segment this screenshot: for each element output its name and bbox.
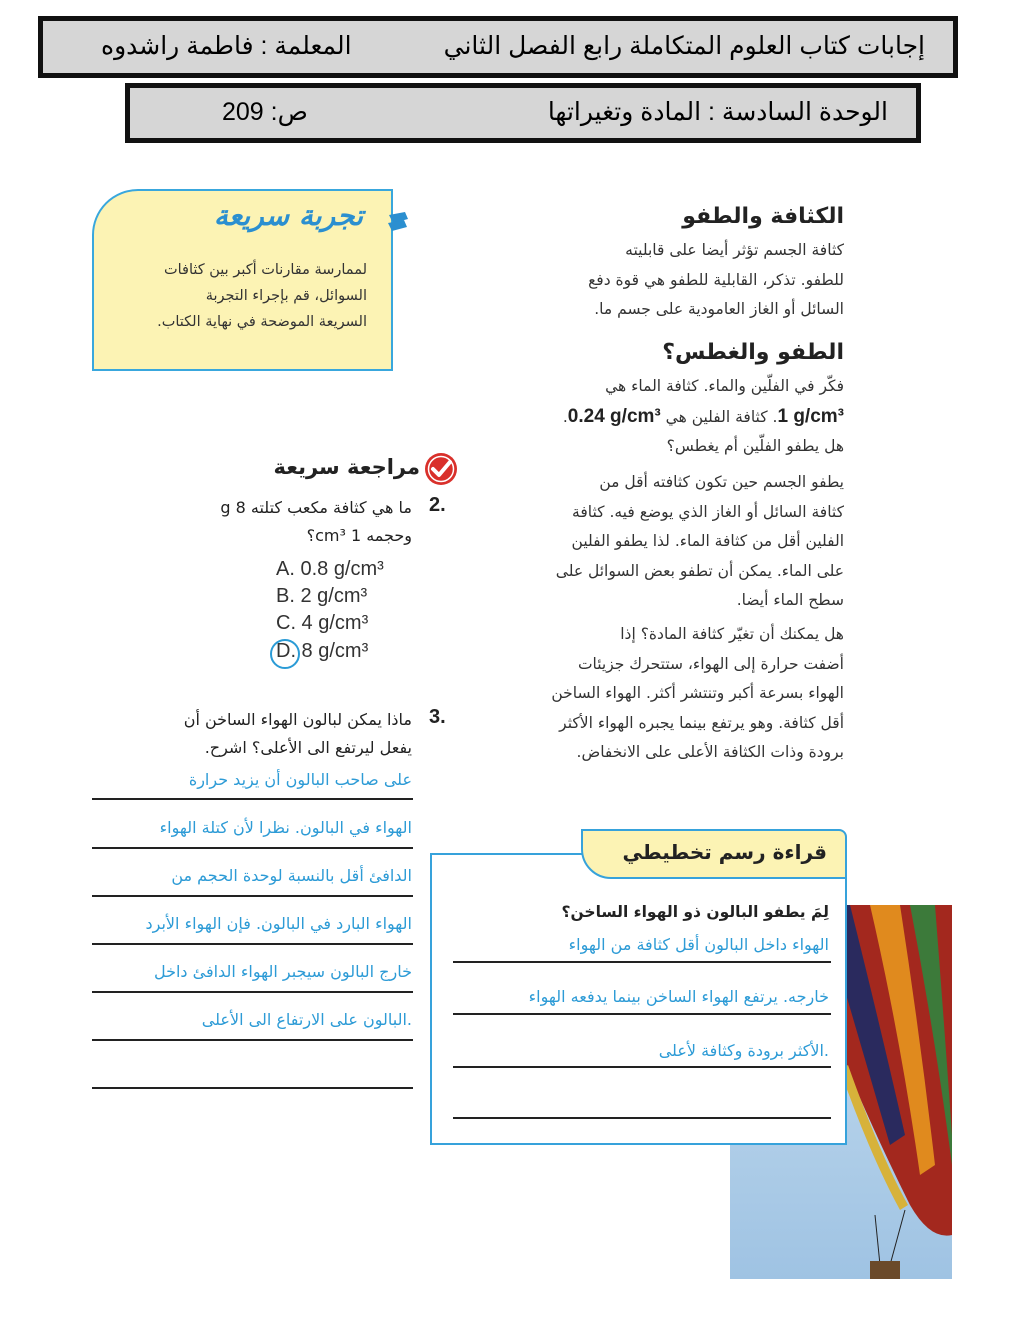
float-sink-heading: الطفو والغطس؟ xyxy=(662,340,844,365)
unit-banner xyxy=(125,83,921,143)
question-3-number: 3. xyxy=(429,706,446,728)
answer-rule xyxy=(92,798,413,800)
diagram-answer-rule xyxy=(453,961,831,963)
option-d: D. 8 g/cm³ xyxy=(276,640,369,662)
answer-rule xyxy=(92,1039,413,1041)
answer-rule xyxy=(92,847,413,849)
option-a: A. 0.8 g/cm³ xyxy=(276,558,384,580)
diagram-answer-rule xyxy=(453,1066,831,1068)
quick-lab-text xyxy=(115,257,367,335)
density-change-line: برودة وذات الكثافة الأعلى على الانخفاض. xyxy=(576,743,844,761)
page-title: إجابات كتاب العلوم المتكاملة رابع الفصل الثاني xyxy=(443,32,925,60)
reading-diagram-panel xyxy=(430,840,847,1145)
option-c: C. 4 g/cm³ xyxy=(276,612,369,634)
answer-rule xyxy=(92,895,413,897)
float-para-line: الفلين أقل من كثافة الماء. لذا يطفو الفلين xyxy=(571,532,844,550)
water-density-value: 1 g/cm³ xyxy=(777,405,844,427)
question-line: يفعل ليرتفع الى الأعلى؟ اشرح. xyxy=(204,738,412,757)
density-paragraph xyxy=(474,236,844,325)
density-line: للطفو. تذكر، القابلية للطفو هي قوة دفع xyxy=(588,270,844,289)
answer-rule xyxy=(92,1087,413,1089)
float-para-line: كثافة السائل أو الغاز الذي يوضع فيه. كثافة xyxy=(572,502,844,521)
float-line: فكّر في الفلّين والماء. كثافة الماء هي xyxy=(605,377,844,395)
density-change-line: الهواء بسرعة أكبر وتنتشر أكثر. الهواء الساخن xyxy=(551,684,844,702)
float-para-line: سطح الماء أيضا. xyxy=(736,591,844,609)
title-banner xyxy=(38,16,958,78)
float-para-line: على الماء. يمكن أن تطفو بعض السوائل على xyxy=(555,561,844,580)
question-line: ماذا يمكن لبالون الهواء الساخن أن xyxy=(183,710,412,729)
float-sink-question xyxy=(474,372,844,462)
float-line: هل يطفو الفلّين أم يغطس؟ xyxy=(666,437,844,455)
cork-density-value: 0.24 g/cm³ xyxy=(567,405,661,427)
quick-lab-line: السوائل، قم بإجراء التجربة xyxy=(205,288,367,304)
quick-review-title: مراجعة سريعة xyxy=(273,455,420,479)
reading-diagram-title: قراءة رسم تخطيطي xyxy=(622,840,827,864)
answer-line-text: الدافئ أقل بالنسبة لوحدة الحجم من xyxy=(171,866,412,885)
selected-answer-circle xyxy=(270,639,300,669)
question-2-number: 2. xyxy=(429,494,446,516)
question-line: ما هي كثافة مكعب كتلته 8 g xyxy=(220,498,412,517)
quick-lab-line: لممارسة مقارنات أكبر بين كثافات xyxy=(163,262,367,278)
quick-review-header xyxy=(255,452,460,488)
teacher-name: المعلمة : فاطمة راشدوه xyxy=(101,32,352,60)
diagram-answer-text: خارجه. يرتفع الهواء الساخن بينما يدفعه الهواء xyxy=(528,987,829,1006)
photo-credit xyxy=(918,960,934,1280)
question-3-text xyxy=(92,706,412,762)
answer-line-text: الهواء في البالون. نظرا لأن كتلة الهواء xyxy=(159,818,412,837)
answer-line-text: خارج البالون سيجبر الهواء الدافئ داخل xyxy=(153,962,412,981)
density-change-line: أضفت حرارة إلى الهواء، ستتحرك جزيئات xyxy=(577,654,844,673)
quick-lab-icon xyxy=(385,209,411,235)
checkmark-icon xyxy=(424,452,458,486)
question-line: وحجمه 1 cm³؟ xyxy=(306,526,412,545)
page-number: ص: 209 xyxy=(222,98,308,126)
float-para-line: يطفو الجسم حين تكون كثافته أقل من xyxy=(599,473,844,491)
diagram-answer-rule xyxy=(453,1013,831,1015)
float-paragraph xyxy=(474,468,844,616)
density-change-paragraph xyxy=(474,620,844,768)
density-change-line: هل يمكنك أن تغيّر كثافة المادة؟ إذا xyxy=(620,625,844,643)
option-b: B. 2 g/cm³ xyxy=(276,585,368,607)
density-line: السائل أو الغاز العامودية على جسم ما. xyxy=(594,300,844,318)
quick-lab-line: السريعة الموضحة في نهاية الكتاب. xyxy=(157,314,367,330)
quick-lab-panel xyxy=(92,189,393,371)
answer-line-text: على صاحب البالون أن يزيد حرارة xyxy=(188,770,412,789)
diagram-answer-text: الهواء داخل البالون أقل كثافة من الهواء xyxy=(568,935,829,954)
reading-diagram-question: لِمَ يطفو البالون ذو الهواء الساخن؟ xyxy=(561,903,829,921)
unit-title: الوحدة السادسة : المادة وتغيراتها xyxy=(547,98,888,126)
float-line: 1 g/cm³. كثافة الفلين هي 0.24 g/cm³. xyxy=(562,405,844,427)
cork-density-label: كثافة الفلين هي xyxy=(665,407,768,426)
density-change-line: أقل كثافة. وهو يرتفع بينما يجبره الهواء الأكثر xyxy=(559,713,844,732)
answer-line-text: البالون على الارتفاع الى الأعلى. xyxy=(201,1010,412,1029)
answer-rule xyxy=(92,991,413,993)
density-heading: الكثافة والطفو xyxy=(682,204,844,229)
answer-rule xyxy=(92,943,413,945)
quick-lab-title: تجربة سريعة xyxy=(213,199,363,232)
diagram-answer-text: الأكثر برودة وكثافة لأعلى. xyxy=(658,1041,829,1060)
reading-diagram-tab xyxy=(581,829,847,879)
question-2-text xyxy=(132,494,412,550)
answer-line-text: الهواء البارد في البالون. فإن الهواء الأبرد xyxy=(145,914,412,933)
diagram-answer-rule xyxy=(453,1117,831,1119)
density-line: كثافة الجسم تؤثر أيضا على قابليته xyxy=(625,241,844,259)
